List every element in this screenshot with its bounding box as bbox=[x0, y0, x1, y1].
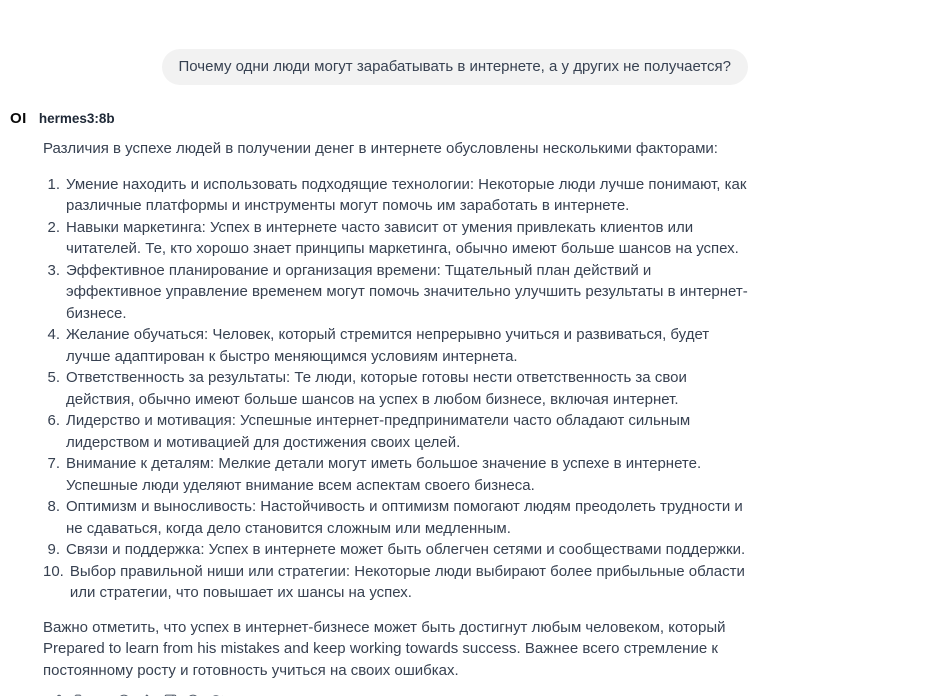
list-item-text: Оптимизм и выносливость: Настойчивость и оптимизм помогают людям преодолеть трудности и не сдаваться, когда дело становится сложным или медленным. bbox=[66, 498, 743, 537]
list-item-text: Эффективное планирование и организация времени: Тщательный план действий и эффективное управление временем могут помочь значительно улучшить результаты в интернет-бизнесе. bbox=[66, 261, 748, 322]
list-item bbox=[43, 539, 750, 561]
list-item-number: 7. bbox=[47, 455, 60, 472]
list-item bbox=[43, 174, 750, 217]
user-message-row bbox=[162, 49, 748, 85]
response-list bbox=[43, 174, 750, 604]
response-closing: Важно отметить, что успех в интернет-бизнесе может быть достигнут любым человеком, который Prepared to learn from his mistakes and keep working towards success. Важнее всего стремление к постоянному росту и готовность учиться на своих ошибках. bbox=[43, 618, 726, 679]
list-item-text: Навыки маркетинга: Успех в интернете часто зависит от умения привлекать клиентов или читателей. Те, кто хорошо знает принципы маркетинга, обычно имеют больше шансов на успех. bbox=[66, 218, 739, 257]
list-item bbox=[43, 260, 750, 325]
list-item-text: Ответственность за результаты: Те люди, которые готовы нести ответственность за свои действия, обычно имеют больше шансов на успех в любом бизнесе, включая интернет. bbox=[66, 369, 687, 408]
response-intro: Различия в успехе людей в получении денег в интернете обусловлены несколькими факторами: bbox=[43, 140, 718, 157]
list-item-number: 2. bbox=[47, 218, 60, 236]
assistant-message bbox=[10, 110, 750, 696]
list-item-number: 3. bbox=[47, 261, 60, 279]
list-item-number: 4. bbox=[47, 326, 60, 343]
list-item-text: Желание обучаться: Человек, который стремится непрерывно учиться и развиваться, будет лучше адаптирован к быстро меняющимся условиям интернета. bbox=[66, 326, 710, 365]
list-item-text: Лидерство и мотивация: Успешные интернет-предприниматели часто обладают сильным лидерством и мотивацией для достижения своих целей. bbox=[66, 412, 691, 451]
assistant-body bbox=[43, 138, 750, 696]
assistant-header bbox=[10, 110, 750, 128]
assistant-avatar: OI bbox=[10, 110, 27, 127]
list-item-text: Внимание к деталям: Мелкие детали могут иметь большое значение в успехе в интернете. Успешные люди уделяют внимание всем аспектам своего бизнеса. bbox=[66, 455, 702, 494]
list-item bbox=[43, 217, 750, 260]
model-name: hermes3:8b bbox=[38, 111, 115, 126]
list-item-text: Связи и поддержка: Успех в интернете может быть облегчен сетями и сообществами поддержки. bbox=[66, 541, 746, 558]
list-item-number: 5. bbox=[47, 369, 60, 386]
list-item bbox=[43, 496, 750, 539]
list-item bbox=[43, 561, 750, 604]
list-item-number: 1. bbox=[47, 175, 60, 193]
list-item-text: Умение находить и использовать подходящие технологии: Некоторые люди лучше понимают, как различные платформы и инструменты могут помочь им заработать в интернете. bbox=[66, 175, 747, 214]
list-item bbox=[43, 410, 750, 453]
list-item-number: 9. bbox=[47, 541, 60, 558]
list-item bbox=[43, 453, 750, 496]
list-item-number: 10. bbox=[43, 562, 64, 580]
list-item-number: 8. bbox=[47, 498, 60, 515]
list-item bbox=[43, 367, 750, 410]
list-item bbox=[43, 324, 750, 367]
user-message-bubble bbox=[162, 49, 748, 85]
list-item-number: 6. bbox=[47, 412, 60, 429]
list-item-text: Выбор правильной ниши или стратегии: Некоторые люди выбирают более прибыльные области или стратегии, что повышает их шансы на успех. bbox=[69, 562, 745, 601]
user-message-text: Почему одни люди могут зарабатывать в интернете, а у других не получается? bbox=[178, 58, 731, 75]
